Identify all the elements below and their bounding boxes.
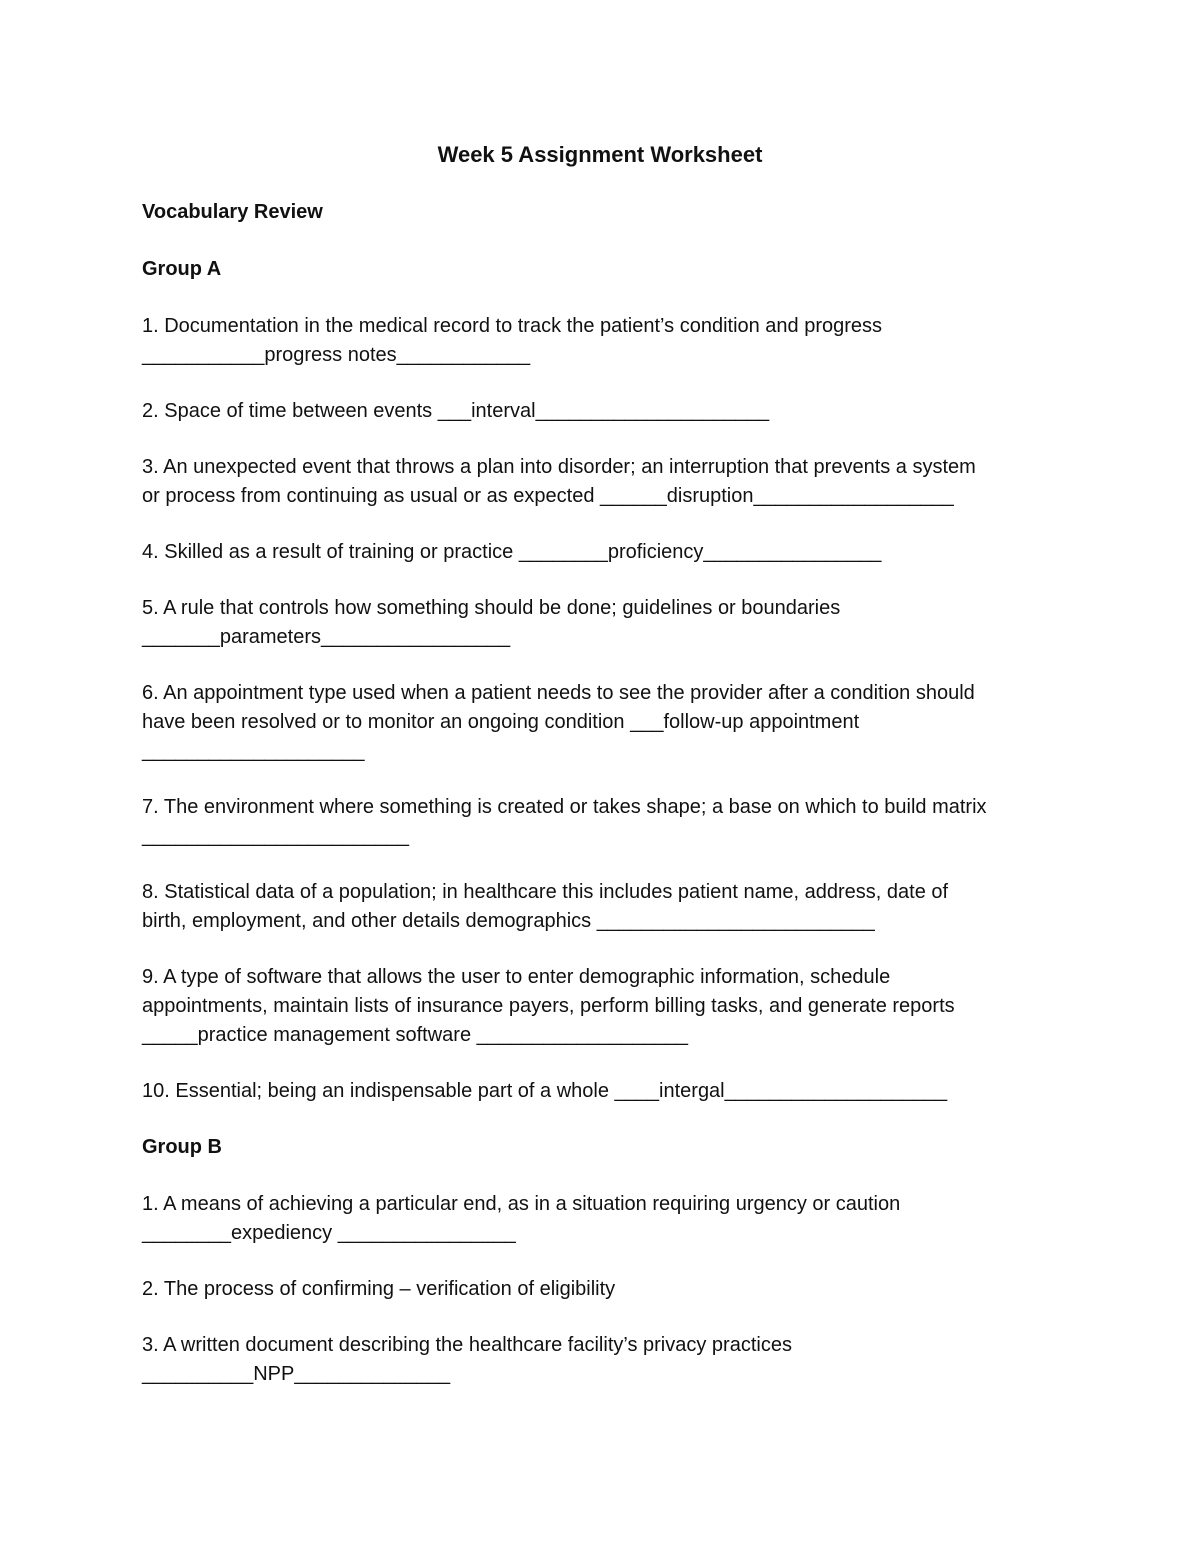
question-line: 7. The environment where something is created or takes shape; a base on which to build matrix bbox=[142, 796, 987, 818]
answer-line: _____practice management software ___________________ bbox=[142, 1024, 688, 1046]
question-item bbox=[142, 963, 1072, 1050]
group-b bbox=[142, 1133, 1072, 1389]
question-item bbox=[142, 312, 1072, 370]
question-line: 1. Documentation in the medical record to track the patient’s condition and progress bbox=[142, 315, 883, 337]
group-heading: Group A bbox=[142, 258, 222, 280]
worksheet-content bbox=[142, 198, 1072, 1416]
question-item bbox=[142, 793, 1072, 851]
answer-line: ________expediency ________________ bbox=[142, 1222, 516, 1244]
answer-line: or process from continuing as usual or as expected ______disruption__________________ bbox=[142, 485, 954, 507]
question-item bbox=[142, 878, 1072, 936]
question-line: have been resolved or to monitor an ongoing condition ___follow-up appointment bbox=[142, 711, 860, 733]
question-line: 3. A written document describing the healthcare facility’s privacy practices bbox=[142, 1334, 792, 1356]
question-item bbox=[142, 1190, 1072, 1248]
group-a bbox=[142, 255, 1072, 1106]
question-line: 5. A rule that controls how something should be done; guidelines or boundaries bbox=[142, 597, 841, 619]
answer-line: __________NPP______________ bbox=[142, 1363, 451, 1385]
question-item bbox=[142, 397, 1072, 426]
question-line: appointments, maintain lists of insurance payers, perform billing tasks, and generate reports bbox=[142, 995, 955, 1017]
answer-line: ____________________ bbox=[142, 740, 365, 762]
answer-line: ________________________ bbox=[142, 825, 409, 847]
question-line: 1. A means of achieving a particular end, as in a situation requiring urgency or caution bbox=[142, 1193, 901, 1215]
answer-line: ___________progress notes____________ bbox=[142, 344, 531, 366]
answer-line: birth, employment, and other details demographics _________________________ bbox=[142, 910, 875, 932]
question-line: 3. An unexpected event that throws a plan into disorder; an interruption that prevents a system bbox=[142, 456, 976, 478]
question-line: 10. Essential; being an indispensable part of a whole ____intergal____________________ bbox=[142, 1080, 948, 1102]
answer-line: _______parameters_________________ bbox=[142, 626, 511, 648]
section-title: Vocabulary Review bbox=[142, 201, 323, 223]
question-line: 9. A type of software that allows the user to enter demographic information, schedule bbox=[142, 966, 891, 988]
question-item bbox=[142, 594, 1072, 652]
question-line: 2. The process of confirming – verification of eligibility bbox=[142, 1278, 616, 1300]
question-line: 4. Skilled as a result of training or practice ________proficiency________________ bbox=[142, 541, 882, 563]
question-line: 2. Space of time between events ___interval_____________________ bbox=[142, 400, 770, 422]
question-item bbox=[142, 1275, 1072, 1304]
question-item bbox=[142, 1077, 1072, 1106]
question-item bbox=[142, 453, 1072, 511]
question-line: 6. An appointment type used when a patient needs to see the provider after a condition should bbox=[142, 682, 975, 704]
group-heading: Group B bbox=[142, 1136, 222, 1158]
question-item bbox=[142, 538, 1072, 567]
question-line: 8. Statistical data of a population; in healthcare this includes patient name, address, date of bbox=[142, 881, 949, 903]
worksheet-title: Week 5 Assignment Worksheet bbox=[437, 142, 763, 167]
question-item bbox=[142, 679, 1072, 766]
question-item bbox=[142, 1331, 1072, 1389]
